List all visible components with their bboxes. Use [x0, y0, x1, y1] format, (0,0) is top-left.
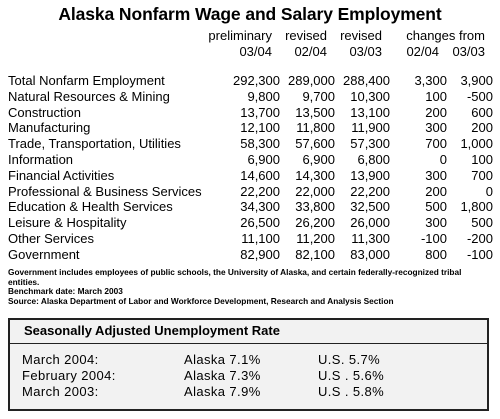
- note-source: Source: Alaska Department of Labor and Workforce Development, Research and Analysis Section: [8, 295, 394, 306]
- row-value-d1: -100: [420, 230, 447, 246]
- row-value-c1: 12,100: [240, 120, 280, 136]
- table-row: [8, 168, 500, 184]
- row-value-c1: 34,300: [240, 199, 280, 215]
- row-value-d1: 100: [425, 88, 447, 104]
- row-label: Natural Resources & Mining: [8, 88, 170, 104]
- row-value-c2: 33,800: [295, 199, 335, 215]
- row-label: Professional & Business Services: [8, 183, 202, 199]
- row-value-c3: 11,300: [351, 230, 390, 246]
- row-value-c3: 13,100: [350, 104, 390, 120]
- row-value-d1: 200: [425, 183, 447, 199]
- unemployment-period: March 2003:: [22, 384, 99, 399]
- unemployment-row: [10, 368, 487, 384]
- row-value-c3: 22,200: [350, 183, 390, 199]
- header-changes-from: changes from: [406, 28, 485, 43]
- table-row: [8, 231, 500, 247]
- unemployment-us: U.S. 5.7%: [318, 352, 381, 367]
- employment-table: [8, 73, 500, 263]
- table-row: [8, 247, 500, 263]
- row-label: Information: [8, 151, 74, 167]
- row-value-c1: 58,300: [240, 136, 280, 152]
- page-title: Alaska Nonfarm Wage and Salary Employment: [58, 4, 442, 24]
- row-value-c2: 11,200: [296, 230, 335, 246]
- row-label: Trade, Transportation, Utilities: [8, 136, 181, 152]
- unemployment-us: U.S . 5.8%: [318, 384, 385, 399]
- row-value-c1: 13,700: [240, 104, 280, 120]
- row-value-c2: 11,800: [296, 120, 335, 136]
- row-value-d2: 0: [485, 183, 493, 199]
- table-row: [8, 120, 500, 136]
- note-benchmark: Benchmark date: March 2003: [8, 286, 123, 297]
- row-value-d1: 800: [425, 246, 447, 262]
- unemployment-period: March 2004:: [22, 352, 99, 367]
- row-value-c2: 9,700: [302, 88, 335, 104]
- row-value-c3: 26,000: [350, 215, 390, 231]
- row-value-d2: -200: [466, 230, 493, 246]
- row-value-d2: 700: [471, 167, 493, 183]
- row-label: Other Services: [8, 230, 94, 246]
- unemployment-row: [10, 384, 487, 400]
- table-row: [8, 136, 500, 152]
- footnotes: [8, 268, 493, 306]
- unemployment-title: Seasonally Adjusted Unemployment Rate: [10, 320, 487, 344]
- row-value-c2: 82,100: [295, 246, 335, 262]
- table-row: [8, 152, 500, 168]
- row-value-c2: 57,600: [295, 136, 335, 152]
- unemployment-us: U.S . 5.6%: [318, 368, 385, 383]
- row-value-d1: 200: [425, 104, 447, 120]
- table-row: [8, 89, 500, 105]
- row-label: Manufacturing: [8, 120, 91, 136]
- row-value-c3: 83,000: [350, 246, 390, 262]
- row-value-c3: 57,300: [350, 136, 390, 152]
- row-value-c2: 289,000: [288, 73, 335, 88]
- row-value-c2: 14,300: [295, 167, 335, 183]
- row-value-d1: 3,300: [414, 73, 447, 88]
- row-value-c1: 292,300: [233, 73, 280, 88]
- header-preliminary: preliminary: [208, 28, 272, 43]
- header-change-date-2: 03/03: [452, 44, 485, 59]
- row-value-d2: 1,800: [460, 199, 493, 215]
- unemployment-row: [10, 352, 487, 368]
- header-change-date-1: 02/04: [406, 44, 439, 59]
- row-value-c3: 32,500: [350, 199, 390, 215]
- row-label: Government: [8, 246, 80, 262]
- row-value-d2: 500: [471, 215, 493, 231]
- header-date-1: 03/04: [239, 44, 272, 59]
- row-value-c3: 288,400: [343, 73, 390, 88]
- row-value-c1: 82,900: [240, 246, 280, 262]
- table-row: [8, 73, 500, 89]
- row-value-c2: 22,000: [295, 183, 335, 199]
- unemployment-rate-box: [8, 318, 489, 411]
- row-value-d2: 100: [471, 151, 493, 167]
- unemployment-alaska: Alaska 7.3%: [184, 368, 261, 383]
- row-value-c3: 11,900: [351, 120, 390, 136]
- row-value-c1: 6,900: [247, 151, 280, 167]
- unemployment-alaska: Alaska 7.1%: [184, 352, 261, 367]
- row-label: Total Nonfarm Employment: [8, 73, 165, 88]
- row-value-d1: 300: [425, 215, 447, 231]
- row-value-d2: -100: [466, 246, 493, 262]
- row-value-c3: 13,900: [350, 167, 390, 183]
- header-revised-1: revised: [285, 28, 327, 43]
- table-row: [8, 199, 500, 215]
- row-value-d2: 600: [471, 104, 493, 120]
- row-value-d2: -500: [466, 88, 493, 104]
- row-label: Leisure & Hospitality: [8, 215, 127, 231]
- table-row: [8, 184, 500, 200]
- unemployment-alaska: Alaska 7.9%: [184, 384, 261, 399]
- row-value-c1: 22,200: [240, 183, 280, 199]
- unemployment-period: February 2004:: [22, 368, 116, 383]
- row-value-c3: 10,300: [350, 88, 390, 104]
- row-value-d1: 500: [425, 199, 447, 215]
- row-label: Financial Activities: [8, 167, 115, 183]
- row-value-d2: 3,900: [460, 73, 493, 88]
- row-value-d1: 300: [425, 167, 447, 183]
- note-government: Government includes employees of public schools, the University of Alaska, and certain federally-recognized tribal entities.: [8, 267, 462, 287]
- row-value-d1: 300: [425, 120, 447, 136]
- row-value-c2: 26,200: [295, 215, 335, 231]
- row-value-c1: 26,500: [240, 215, 280, 231]
- row-value-d1: 0: [439, 151, 447, 167]
- row-value-c1: 14,600: [240, 167, 280, 183]
- row-label: Construction: [8, 104, 81, 120]
- header-revised-2: revised: [340, 28, 382, 43]
- table-row: [8, 105, 500, 121]
- column-headers: [0, 28, 500, 60]
- row-value-c3: 6,800: [357, 151, 390, 167]
- row-value-c1: 9,800: [247, 88, 280, 104]
- row-value-d1: 700: [425, 136, 447, 152]
- header-date-3: 03/03: [349, 44, 382, 59]
- row-value-c2: 13,500: [295, 104, 335, 120]
- table-row: [8, 215, 500, 231]
- row-value-d2: 200: [471, 120, 493, 136]
- row-value-c2: 6,900: [302, 151, 335, 167]
- header-date-2: 02/04: [294, 44, 327, 59]
- row-label: Education & Health Services: [8, 199, 173, 215]
- row-value-d2: 1,000: [460, 136, 493, 152]
- row-value-c1: 11,100: [241, 230, 280, 246]
